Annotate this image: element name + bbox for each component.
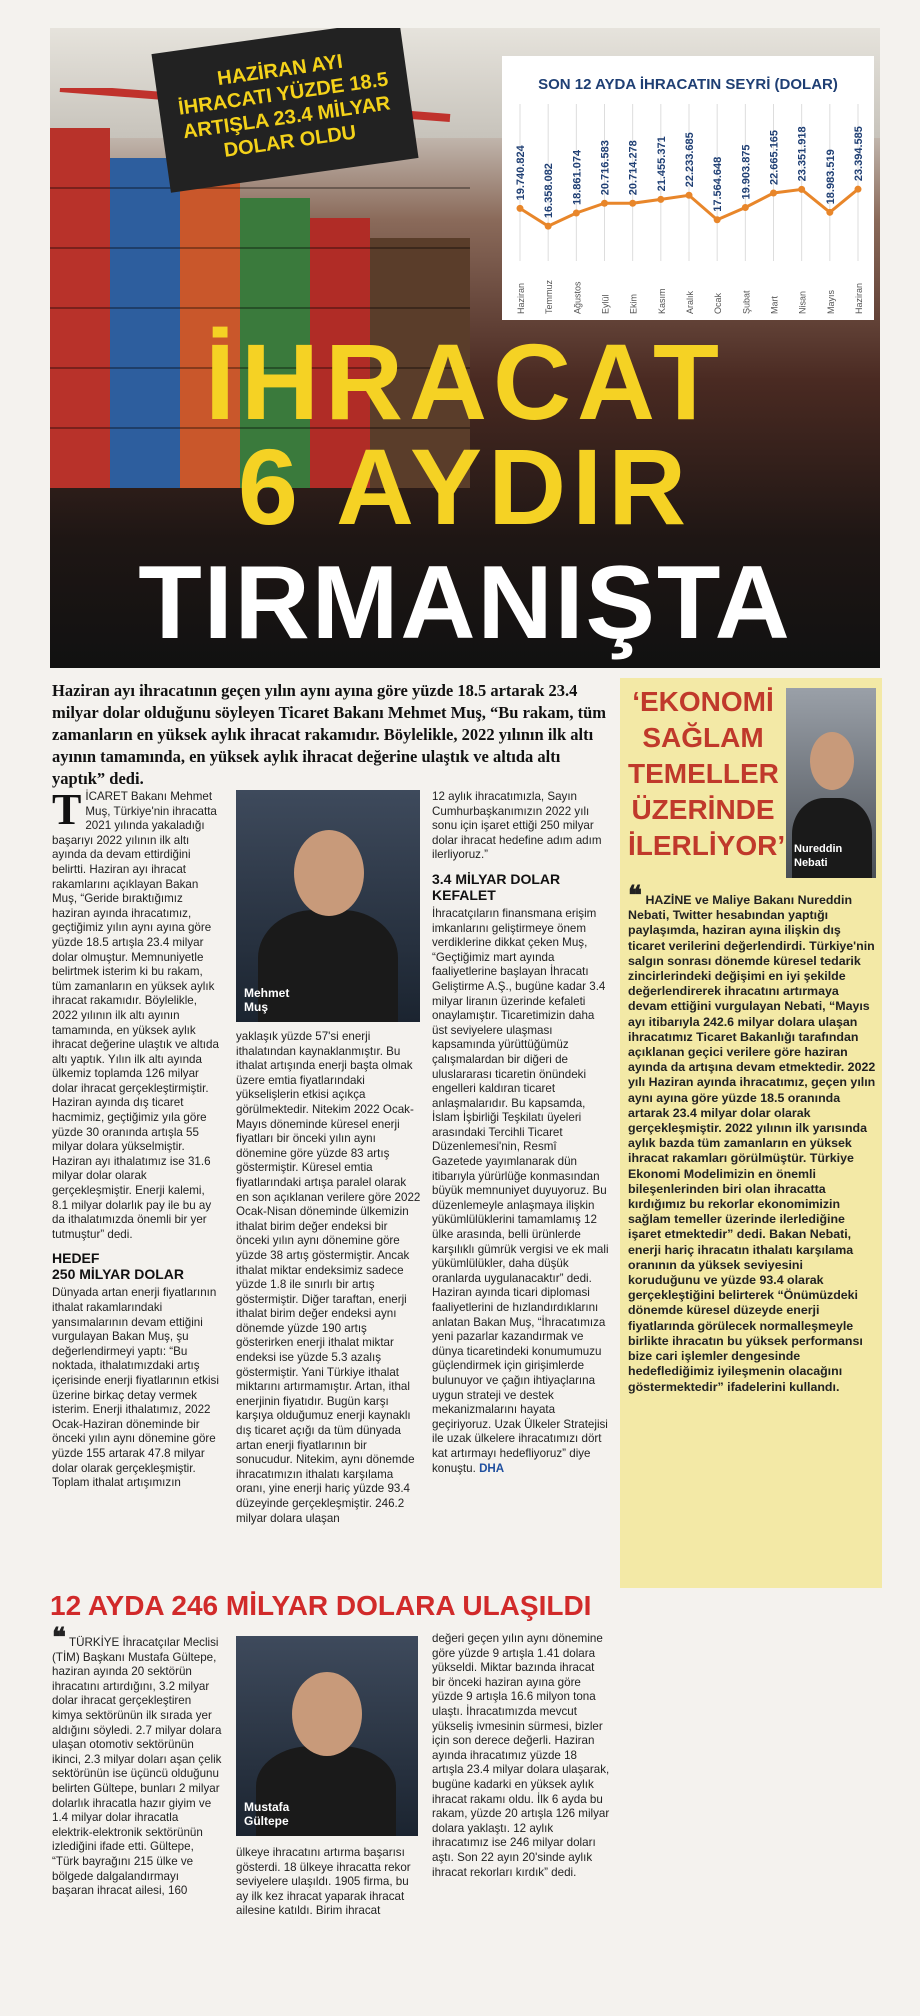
category-label: Kasım bbox=[656, 288, 667, 314]
sidebar-paragraph: HAZİNE ve Maliye Bakanı Nureddin Nebati, Twitter hesabından yaptığı paylaşımda, haziran ayına ilişkin dış ticaret verilerini değerlendirdi. Türkiye'nin salgın sonrası dönemde küresel tedarik zincirlerindeki değişimi en iyi şekilde değerlendirerek ihracatını artırmaya devam ettiğini vurgulayan Nebati, “Mayıs ayı itibarıyla 242.6 milyar dolara ulaşan ihracatımız Ticaret Bakanlığı tarafından açıklanan geçici verilere göre haziran ayında da artışına devam etmektedir. 2022 yılı Haziran ayında ihracatımız, geçen yılın aynı ayına göre yüzde 18.5 oranında artarak 23.4 milyar dolar olarak gerçekleşmiştir. 2022 yılının ilk yarısında aylık bazda tüm zamanların en yüksek ihracat rakamları görülmüştür. Türkiye Ekonomi Modelimizin en önemli bileşenlerinden biri olan ihracatta kırdığımız bu rekorlar ekonomimizin sağlam temeller üzerinde ilerlediğine işaret etmektedir” dedi. Bakan Nebati, enerji hariç ihracatın ithalatı karşılama oranının da yüksek seviyesini koruduğunu ve yüzde 93.4 olarak gerçekleştiğini belirterek “Önümüzdeki dönemde küresel düzeyde enerji fiyatlarında görülecek normalleşmeyle birlikte ihracatın bu yüksek performansı bize cari işlemler dengesinde hedeflediğimiz iyileşmenin olacağını göstermektedir” ifadelerini kullandı. bbox=[628, 893, 876, 1394]
data-point bbox=[601, 200, 608, 207]
data-label: 22.233.685 bbox=[684, 132, 696, 188]
category-label: Ocak bbox=[713, 292, 724, 314]
headline-line-2: 6 AYDIR bbox=[237, 426, 693, 547]
bottom-col2-paragraph: ülkeye ihracatını artırma başarısı gösterdi. 18 ülkeye ihracatta rekor seviyelere ulaşıldı. 1905 firma, bu ay ilk kez ihracat yaparak ihracat ailesine katıldı. Birim ihracat bbox=[236, 1846, 411, 1918]
data-point bbox=[742, 204, 749, 211]
data-label: 20.716.583 bbox=[599, 140, 612, 196]
bottom-column-1 bbox=[52, 1623, 222, 1901]
hero-badge-text: HAZİRAN AYI İHRACATI YÜZDE 18.5 ARTIŞLA 23.4 MİLYAR DOLAR OLDU bbox=[177, 50, 392, 162]
person-silhouette-head bbox=[810, 732, 854, 790]
data-point bbox=[714, 216, 721, 223]
photo-mustafa-gultepe bbox=[236, 1636, 418, 1836]
category-label: Haziran bbox=[854, 282, 864, 314]
category-label: Mart bbox=[769, 296, 780, 314]
col3-paragraph-1: 12 aylık ihracatımızla, Sayın Cumhurbaşkanımızın 2022 yılı sonu için işaret ettiği 250 milyar dolar ihracat hedefine adım adım ilerliyoruz.” bbox=[432, 790, 602, 862]
category-label: Ağustos bbox=[572, 281, 583, 314]
category-label: Ekim bbox=[628, 294, 639, 314]
person-silhouette-head bbox=[292, 1672, 362, 1756]
data-label: 16.358.082 bbox=[543, 163, 556, 219]
bottom-story-title: 12 AYDA 246 MİLYAR DOLARA ULAŞILDI bbox=[50, 1590, 592, 1621]
category-label: Nisan bbox=[797, 290, 808, 314]
drop-cap: T bbox=[52, 785, 82, 834]
bottom-col3-paragraph: değeri geçen yılın aynı dönemine göre yüzde 9 artışla 1.41 dolara yükseldi. Miktar bazında ihracat bir önceki haziran ayına göre yüzde 9 artışla 16.6 milyon tona ulaştı. İhracatımızda mevcut yükseliş ivmesinin sürmesi, bizler için son derece değerli. Haziran ayında ihracatımız yüzde 18 artışla 23.4 milyar dolara ulaşarak, bugüne kadarki en yüksek aylık ihracat rakamı oldu. İlk 6 ayda bu rakam, yüzde 20 artışla 126 milyar dolara yaklaştı. 12 aylık ihracatımız ise 246 milyar doları aştı. Son 22 ayın 20'sinde aylık ihracat rekorları kırdık” dedi. bbox=[432, 1632, 610, 1879]
data-label: 19.740.824 bbox=[515, 145, 527, 201]
data-label: 18.983.519 bbox=[824, 149, 837, 205]
data-label: 17.564.648 bbox=[712, 156, 725, 212]
photo-caption-mehmet-mus: Mehmet Muş bbox=[244, 986, 290, 1014]
data-label: 20.714.278 bbox=[627, 140, 640, 196]
sidebar-title: ‘EKONOMİ SAĞLAM TEMELLER ÜZERİNDE İLERLİYOR’ bbox=[628, 686, 786, 861]
quote-icon: ❝ bbox=[628, 881, 642, 910]
photo-caption-gultepe: Mustafa Gültepe bbox=[244, 1800, 290, 1828]
category-label: Eylül bbox=[600, 294, 611, 314]
data-point bbox=[545, 223, 552, 230]
headline-line-1: İHRACAT bbox=[205, 321, 725, 442]
article-column-2 bbox=[236, 1030, 422, 1528]
person-silhouette-head bbox=[294, 830, 364, 916]
article-column-3 bbox=[432, 790, 610, 1478]
bottom-col1-paragraph: TÜRKİYE İhracatçılar Meclisi (TİM) Başkanı Mustafa Gültepe, haziran ayında 20 sektörün ihracatını artırdığını, 3.2 milyar dolar ihracat gerçekleştiren kimya sektörünün ilk sırada yer aldığını söyledi. 2.7 milyar dolara ulaşan otomotiv sektörünün ikinci, 2.3 milyar doları aşan çelik sektörünün ise üçüncü olduğunu belirten Gültepe, bunları 2 milyar dolarlık ihracatla hazır giyim ve 1.4 milyar dolar ihracatla elektrik-elektronik sektörünün izlediğini ifade etti. Gültepe, “Türk bayrağını 215 ülke ve bölgede dalgalandırmayı başaran ihracat ailesi, 160 bbox=[52, 1636, 222, 1898]
data-label: 23.351.918 bbox=[796, 126, 809, 182]
lead-paragraph: Haziran ayı ihracatının geçen yılın aynı ayına göre yüzde 18.5 artarak 23.4 milyar dolar olduğunu söyleyen Ticaret Bakanı Mehmet Muş, “Bu rakam, tüm zamanların en yüksek aylık ihracat rakamıdır. Böylelikle, 2022 yılının ilk altı ayının tamamında, en yüksek aylık ihracat değerine ulaştık ve altıda altı yaptık” dedi. bbox=[52, 681, 607, 788]
data-point bbox=[573, 209, 580, 216]
chart-title: SON 12 AYDA İHRACATIN SEYRİ (DOLAR) bbox=[538, 76, 838, 93]
data-label: 19.903.875 bbox=[740, 144, 753, 200]
data-label: 23.394.585 bbox=[853, 126, 865, 182]
data-point bbox=[629, 200, 636, 207]
data-label: 18.861.074 bbox=[571, 149, 584, 205]
data-point bbox=[798, 186, 805, 193]
quote-icon: ❝ bbox=[52, 1623, 66, 1652]
category-label: Temmuz bbox=[544, 279, 555, 314]
hero-image bbox=[50, 28, 880, 668]
export-chart bbox=[502, 56, 874, 320]
photo-nureddin-nebati bbox=[786, 688, 876, 878]
category-label: Mayıs bbox=[825, 289, 836, 314]
category-label: Şubat bbox=[741, 290, 752, 314]
data-point bbox=[686, 192, 693, 199]
data-point bbox=[657, 196, 664, 203]
sidebar-text bbox=[628, 881, 876, 1395]
col1-paragraph-1: İCARET Bakanı Mehmet Muş, Türkiye'nin ihracatta 2021 yılında yakaladığı başarıyı 2022 yılının ilk altı ayında da devam ettirdiğini belirtti. Haziran ayı ihracat rakamlarını açıklayan Bakan Muş, “Geride bıraktığımız haziran ayında ihracatımız, geçtiğimiz yılın aynı ayına göre yüzde 18.5 artışla 23.4 milyar dolar olmuştur. Memnuniyetle belirtmek isterim ki bu rakam, tüm zamanların en yüksek aylık ihracat rakamıdır. Böylelikle, 2022 yılının ilk altı ayının tamamında, en yüksek aylık ihracat değerine ulaştık ve altıda altı yaptık. Yılın ilk altı ayında ülkemiz toplamda 126 milyar dolar ihracat gerçekleştirmiştir. Haziran ayında dış ticaret hacmimiz, geçtiğimiz yıla göre yüzde 30 oranında artışla 55 milyar dolara yükselmiştir. Haziran ayı ithalatımız ise 31.6 milyar dolar olarak gerçekleşmiştir. Enerji kalemi, 8.1 milyar dolarlık pay ile bu ay da ithalatımızda önemli bir yer tutmuştur” dedi. bbox=[52, 790, 219, 1241]
photo-caption-nebati: Nureddin Nebati bbox=[794, 843, 843, 869]
col1-paragraph-2: Dünyada artan enerji fiyatlarının ithalat rakamlarındaki yansımalarının devam ettiğini vurgulayan Bakan Muş, şu değerlendirmeyi yaptı: “Bu noktada, ithalatımızdaki artış içerisinde enerji fiyatlarının etkisi üzerine birkaç detay vermek isterim. Enerji ithalatımız, 2022 Ocak-Haziran döneminde bir önceki yılın aynı dönemine göre yüzde 155 artarak 47.8 milyar dolar olarak gerçekleşmiştir. Toplam ithalat artışımızın bbox=[52, 1286, 219, 1490]
photo-mehmet-mus bbox=[236, 790, 420, 1022]
col2-paragraph-1: yaklaşık yüzde 57'si enerji ithalatından kaynaklanmıştır. Bu ithalat artışında enerji başta olmak üzere emtia fiyatlarındaki yükselişlerin etkisi açıkça görülmektedir. Nitekim 2022 Ocak-Mayıs döneminde küresel enerji fiyatları bir önceki yılın aynı dönemine göre yüzde 83 artış göstermiştir. Küresel emtia fiyatlarındaki artışa paralel olarak en son açıklanan verilere göre 2022 Ocak-Nisan döneminde ülkemizin ithalat birim değer endeksi bir önceki yılın aynı dönemine göre yüzde 38 artış göstermiştir. Ancak ithalat miktar endeksimiz sadece yüzde 1.8 ile sınırlı bir artış göstermiştir. Diğer taraftan, enerji ithalat birim değer endeksi aynı dönemde yüzde 190 artış gösterirken enerji ithalat miktar endeksi ise yüzde 5.3 azalış göstermiştir. Yani Türkiye ithalat miktarını artırmamıştır. Artan, ithal enerjinin fiyatıdır. Bugün karşı karşıya olduğumuz enerji kaynaklı dış ticaret açığı da tüm dünyada artan enerji fiyatlarının bir sonucudur. Nitekim, aynı dönemde ihracatımızın ithalatı karşılama oranı, yine enerji hariç yüzde 93.4 düzeyinde gerçekleşmiştir. 246.2 milyar dolara ulaşan bbox=[236, 1030, 421, 1525]
data-point bbox=[770, 190, 777, 197]
article-column-1 bbox=[52, 785, 222, 1493]
chart-plot bbox=[502, 56, 874, 320]
headline-line-3: TIRMANIŞTA bbox=[138, 545, 792, 661]
data-point bbox=[826, 209, 833, 216]
data-point bbox=[855, 186, 862, 193]
data-label: 21.455.371 bbox=[655, 136, 668, 192]
data-point bbox=[517, 205, 524, 212]
bottom-column-2 bbox=[236, 1846, 418, 1921]
category-label: Aralık bbox=[685, 290, 695, 314]
col3-paragraph-2: İhracatçıların finansmana erişim imkanlarını geliştirmeye önem verdiklerine dikkat çeken Muş, “Geçtiğimiz mart ayında faaliyetlerine başlayan İhracatı Geliştirme A.Ş., bugüne kadar 3.4 milyar liranın üzerinde kefaleti onaylamıştır. Ticaretimizin daha üst seviyelere ulaşması kapsamında yürüttüğümüz çalışmalardan bir diğeri de uluslararası ticaretin önündeki engelleri kaldıran ticaret anlaşmalarıdır. Bu kapsamda, İslam İşbirliği Teşkilatı üyeleri arasındaki Tercihli Ticaret Düzenlemesi'nin, Resmî Gazetede yayımlanarak dün itibarıyla yürürlüğe konmasından büyük memnuniyet duyuyoruz. Bu düzenlemeyle anlaşmaya ilişkin yükümlülüklerini tamamlamış 12 ülke arasında, belli ürünlerde karşılıklı gümrük vergisi ve ek mali yükümlülükler, daha düşük oranlarda uygulanacaktır” dedi. Haziran ayında ticari diplomasi faaliyetlerini de hızlandırdıklarını anlatan Bakan Muş, “İhracatımıza yeni pazarlar kazandırmak ve dünya ticaretindeki konumumuzu güçlendirmek için girişimlerde bulunuyor ve çağın ihtiyaçlarına uygun strateji ve destek mekanizmalarını hayata geçiriyoruz. Uzak Ülkeler Stratejisi ile uzak ülkelere ihracatımızı dört kat artırmayı hedefliyoruz” diye konuştu. bbox=[432, 906, 609, 1475]
bottom-column-3 bbox=[432, 1632, 610, 1882]
col1-subheading: HEDEF 250 MİLYAR DOLAR bbox=[52, 1250, 185, 1283]
category-label: Haziran bbox=[516, 282, 526, 314]
source-dha: DHA bbox=[479, 1461, 505, 1475]
col3-subheading: 3.4 MİLYAR DOLAR KEFALET bbox=[432, 870, 561, 903]
data-label: 22.665.165 bbox=[768, 129, 781, 186]
sidebar-box bbox=[620, 678, 882, 1588]
